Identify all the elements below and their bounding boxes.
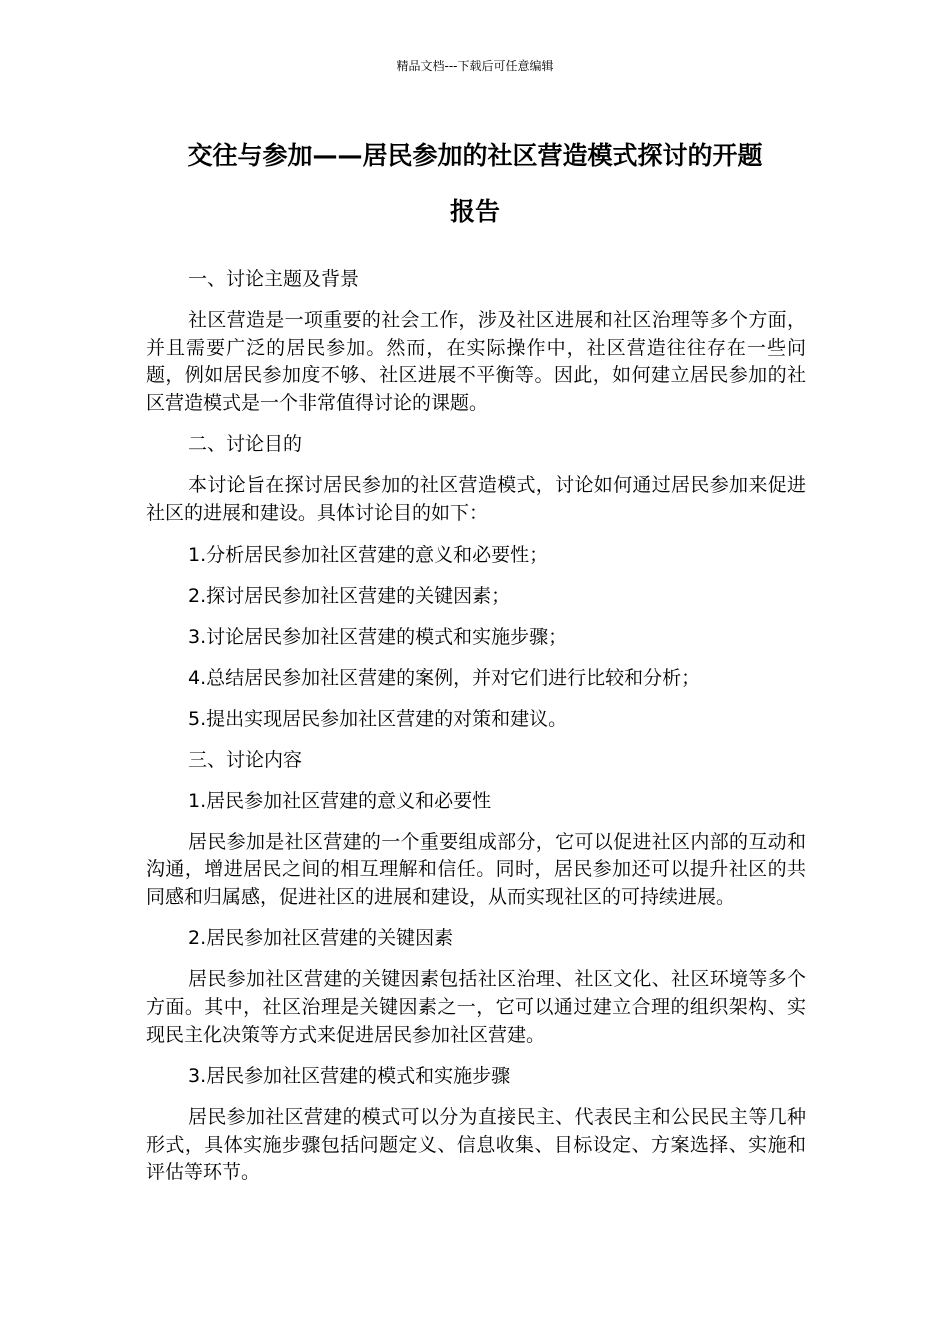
purpose-item-4: 4.总结居民参加社区营建的案例，并对它们进行比较和分析； [188, 666, 701, 689]
subsection-heading-3: 3.居民参加社区营建的模式和实施步骤 [188, 1065, 511, 1088]
section-heading-3: 三、讨论内容 [188, 748, 303, 771]
paragraph-models: 居民参加社区营建的模式可以分为直接民主、代表民主和公民民主等几种形式，具体实施步骤包括问题定义、信息收集、目标设定、方案选择、实施和评估等环节。 [146, 1106, 806, 1184]
paragraph-purpose: 本讨论旨在探讨居民参加的社区营造模式，讨论如何通过居民参加来促进社区的进展和建设。具体讨论目的如下： [146, 474, 806, 524]
purpose-item-1: 1.分析居民参加社区营建的意义和必要性； [188, 543, 549, 566]
paragraph-key-factors: 居民参加社区营建的关键因素包括社区治理、社区文化、社区环境等多个方面。其中，社区治理是关键因素之一，它可以通过建立合理的组织架构、实现民主化决策等方式来促进居民参加社区营建。 [146, 968, 806, 1046]
document-body [146, 266, 806, 1201]
section-heading-2: 二、讨论目的 [188, 433, 303, 456]
paragraph-significance: 居民参加是社区营建的一个重要组成部分，它可以促进社区内部的互动和沟通，增进居民之间的相互理解和信任。同时，居民参加还可以提升社区的共同感和归属感，促进社区的进展和建设，从而实现社区的可持续进展。 [146, 830, 806, 908]
paragraph-background: 社区营造是一项重要的社会工作，涉及社区进展和社区治理等多个方面，并且需要广泛的居民参加。然而，在实际操作中，社区营造往往存在一些问题，例如居民参加度不够、社区进展不平衡等。因此，如何建立居民参加的社区营造模式是一个非常值得讨论的课题。 [146, 309, 806, 414]
subsection-heading-1: 1.居民参加社区营建的意义和必要性 [188, 789, 492, 812]
subsection-heading-2: 2.居民参加社区营建的关键因素 [188, 927, 454, 950]
document-title [130, 128, 820, 240]
purpose-item-5: 5.提出实现居民参加社区营建的对策和建议。 [188, 707, 568, 730]
page-header: 精品文档---下载后可任意编辑 [396, 59, 554, 73]
title-line-2: 报告 [449, 197, 500, 226]
title-line-1: 交往与参加——居民参加的社区营造模式探讨的开题 [187, 141, 763, 170]
purpose-item-3: 3.讨论居民参加社区营建的模式和实施步骤； [188, 625, 568, 648]
purpose-item-2: 2.探讨居民参加社区营建的关键因素； [188, 584, 511, 607]
section-heading-1: 一、讨论主题及背景 [188, 268, 360, 290]
